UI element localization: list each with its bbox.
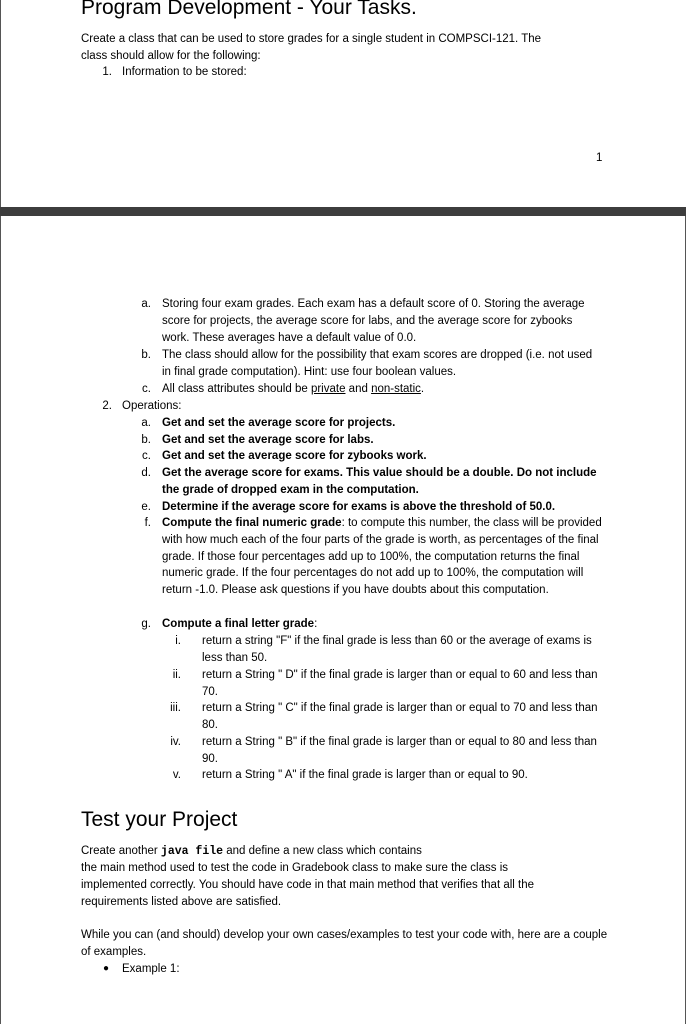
operation-b [121,432,603,449]
list-marker: d. [141,467,151,479]
operation-text: : to compute this number, the class will be provided with how much each of the four parts of the grade is worth, as percentages of the final grade. If those four percentages add up to 100%, the computation returns the final numeric grade. If the four percentages do not add up to 100%, the computation will return -1.0. Please ask questions if you have doubts about this computation. [162,517,602,597]
operation-text: Get the average score for exams. This value should be a double. Do not include the grade of dropped exam in the computation. [162,467,597,496]
test-text-after: and define a new class which contains [223,845,422,857]
operation-a [121,415,603,432]
operation-text: Get and set the average score for zybooks work. [162,450,427,462]
test-text-before: Create another [81,845,161,857]
test-text-line2: the main method used to test the code in Gradebook class to make sure the class is implemented correctly. You should have code in that main method that verifies that all the requirements listed above are satisfied. [81,862,535,908]
operation-text: Get and set the average score for labs. [162,434,374,446]
list-marker: iii. [170,702,181,714]
operation-f [121,515,603,599]
list-marker: b. [141,349,151,361]
operation-text: : [314,618,318,630]
list-marker: ii. [172,669,181,681]
list-marker: i. [175,635,181,647]
letter-rule-ii [161,667,603,701]
list-marker: 1. [102,66,112,78]
info-item-text: Storing four exam grades. Each exam has a default score of 0. Storing the average score for projects, the average score for labs, and the average score for zybooks work. These averages have a default value of 0.0. [162,298,585,344]
operation-g [121,616,603,633]
info-item-b [121,347,603,381]
list-marker: g. [141,618,151,630]
list-marker: a. [141,298,151,310]
list-item-text: Operations: [122,400,182,412]
operation-text: Get and set the average score for projects. [162,417,396,429]
list-marker: 2. [102,400,112,412]
intro-line-1: Create a class that can be used to store grades for a single student in COMPSCI-121. The [81,33,542,45]
java-file-code: java file [160,845,224,858]
list-marker: v. [172,769,181,781]
underlined-private: private [310,383,346,395]
test-paragraph-2: While you can (and should) develop your own cases/examples to test your code with, here are a couple of examples. [81,929,608,958]
test-paragraph-1 [81,843,561,911]
list-item-text: Information to be stored: [122,66,247,78]
page-title: Program Development - Your Tasks. [81,0,417,19]
info-item-a [121,296,603,346]
bullet-icon: ● [102,963,109,974]
list-marker: iv. [170,736,181,748]
page-divider [0,207,686,216]
page-number: 1 [596,152,603,164]
list-marker: c. [142,450,151,462]
operation-text: Determine if the average score for exams is above the threshold of 50.0. [162,501,556,513]
letter-rule-text: return a string "F" if the final grade is less than 60 or the average of exams is less than 50. [202,635,592,664]
letter-rule-text: return a String " A" if the final grade is larger than or equal to 90. [202,769,528,781]
letter-rule-text: return a String " B" if the final grade is larger than or equal to 80 and less than 90. [202,736,597,765]
operation-d [121,465,603,499]
list-marker: a. [141,417,151,429]
info-item-text-end: . [420,383,425,395]
letter-rule-text: return a String " D" if the final grade is larger than or equal to 60 and less than 70. [202,669,598,698]
info-item-text: The class should allow for the possibility that exam scores are dropped (i.e. not used in final grade computation). Hint: use four boolean values. [162,349,593,378]
intro-line-2: class should allow for the following: [81,50,261,62]
bullet-text: Example 1: [122,963,180,975]
letter-rule-iv [161,734,603,768]
intro-paragraph [81,31,611,65]
info-item-text: All class attributes should be [162,383,311,395]
operation-bold: Compute the final numeric grade [162,517,342,529]
underlined-non-static: non-static [371,383,421,395]
operation-e [121,499,603,516]
letter-rule-v [161,767,603,784]
letter-rule-text: return a String " C" if the final grade is larger than or equal to 70 and less than 80. [202,702,598,731]
letter-rule-i [161,633,603,667]
list-marker: c. [142,383,151,395]
list-marker: f. [144,517,151,529]
info-item-c [121,381,603,398]
list-marker: b. [141,434,151,446]
operation-c [121,448,603,465]
operation-bold: Compute a final letter grade [162,618,315,630]
list-marker: e. [141,501,151,513]
info-item-text-mid: and [345,383,372,395]
letter-rule-iii [161,700,603,734]
section-heading-test: Test your Project [81,808,238,831]
